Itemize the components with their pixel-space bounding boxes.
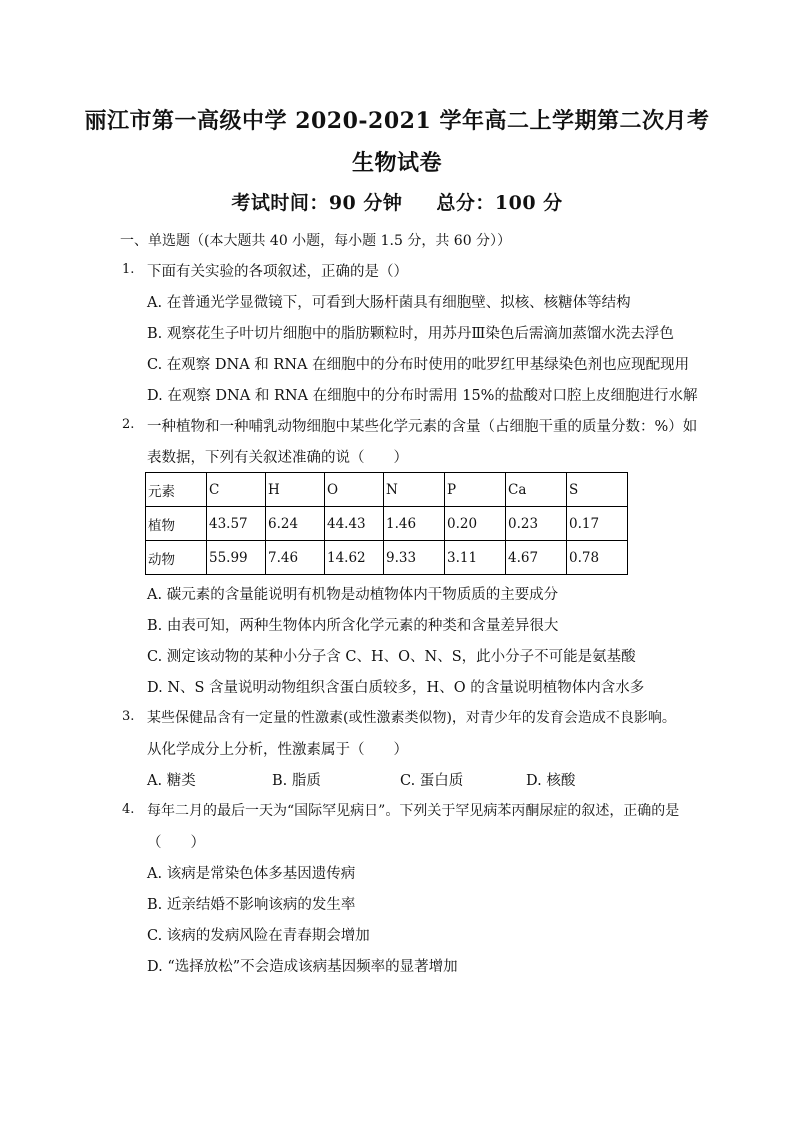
- option-b: B. 脂质: [272, 773, 321, 789]
- table-header-cell: C: [207, 473, 266, 507]
- table-cell: 44.43: [325, 507, 384, 541]
- table-cell: 0.23: [506, 507, 567, 541]
- question-stem: 下面有关实验的各项叙述，正确的是（）: [147, 264, 408, 280]
- option-c: C. 蛋白质: [400, 773, 464, 789]
- table-header-cell: 元素: [146, 473, 207, 507]
- total-score: 总分：100 分: [436, 192, 563, 214]
- table-header-cell: P: [445, 473, 506, 507]
- question-stem-line2: （ ）: [147, 835, 205, 851]
- table-header-cell: Ca: [506, 473, 567, 507]
- option-a: A. 在普通光学显微镜下，可看到大肠杆菌具有细胞壁、拟核、核糖体等结构: [147, 295, 631, 311]
- option-d: D. 在观察 DNA 和 RNA 在细胞中的分布时需用 15%的盐酸对口腔上皮细胞进行水解: [147, 388, 698, 404]
- question-stem-line2: 从化学成分上分析，性激素属于（ ）: [147, 742, 408, 758]
- table-cell: 43.57: [207, 507, 266, 541]
- table-header-cell: O: [325, 473, 384, 507]
- table-header-cell: N: [384, 473, 445, 507]
- table-row: [146, 541, 628, 575]
- option-c: C. 在观察 DNA 和 RNA 在细胞中的分布时使用的吡罗红甲基绿染色剂也应现配现用: [147, 357, 690, 373]
- table-cell: 6.24: [266, 507, 325, 541]
- option-d: D. “选择放松”不会造成该病基因频率的显著增加: [147, 959, 458, 975]
- table-cell: 0.78: [567, 541, 628, 575]
- question-number: 3.: [122, 709, 135, 724]
- exam-title-line2: 生物试卷: [351, 150, 442, 176]
- option-b: B. 近亲结婚不影响该病的发生率: [147, 897, 356, 913]
- table-cell: 55.99: [207, 541, 266, 575]
- option-a: A. 碳元素的含量能说明有机物是动植物体内干物质质的主要成分: [147, 587, 559, 603]
- table-cell: 植物: [146, 507, 207, 541]
- question-stem-line1: 一种植物和一种哺乳动物细胞中某些化学元素的含量（占细胞干重的质量分数：%）如: [147, 419, 698, 435]
- exam-time: 考试时间：90 分钟: [231, 192, 403, 214]
- option-c: C. 测定该动物的某种小分子含 C、H、O、N、S，此小分子不可能是氨基酸: [147, 649, 636, 665]
- option-d: D. N、S 含量说明动物组织含蛋白质较多，H、O 的含量说明植物体内含水多: [147, 680, 645, 696]
- option-c: C. 该病的发病风险在青春期会增加: [147, 928, 370, 944]
- exam-title-line1: 丽江市第一高级中学 2020-2021 学年高二上学期第二次月考: [84, 108, 710, 134]
- table-header-cell: S: [567, 473, 628, 507]
- question-stem-line1: 某些保健品含有一定量的性激素(或性激素类似物)，对青少年的发育会造成不良影响。: [147, 710, 676, 726]
- table-cell: 1.46: [384, 507, 445, 541]
- table-cell: 动物: [146, 541, 207, 575]
- table-cell: 0.20: [445, 507, 506, 541]
- table-cell: 9.33: [384, 541, 445, 575]
- table-cell: 0.17: [567, 507, 628, 541]
- option-a: A. 该病是常染色体多基因遗传病: [147, 866, 356, 882]
- section-heading: 一、单选题（(本大题共 40 小题，每小题 1.5 分，共 60 分））: [120, 233, 512, 249]
- element-content-table: [145, 472, 628, 575]
- question-stem-line1: 每年二月的最后一天为“国际罕见病日”。下列关于罕见病苯丙酮尿症的叙述，正确的是: [147, 803, 680, 819]
- option-b: B. 由表可知，两种生物体内所含化学元素的种类和含量差异很大: [147, 618, 559, 634]
- table-row: [146, 507, 628, 541]
- option-d: D. 核酸: [526, 773, 576, 789]
- question-number: 1.: [122, 262, 135, 277]
- question-number: 4.: [122, 802, 135, 817]
- table-header-cell: H: [266, 473, 325, 507]
- table-cell: 7.46: [266, 541, 325, 575]
- question-stem-line2: 表数据，下列有关叙述准确的说（ ）: [147, 450, 408, 466]
- exam-meta: [0, 188, 794, 215]
- table-cell: 4.67: [506, 541, 567, 575]
- option-b: B. 观察花生子叶切片细胞中的脂肪颗粒时，用苏丹Ⅲ染色后需滴加蒸馏水洗去浮色: [147, 326, 674, 342]
- table-cell: 14.62: [325, 541, 384, 575]
- option-a: A. 糖类: [147, 773, 196, 789]
- question-number: 2.: [122, 417, 135, 432]
- table-cell: 3.11: [445, 541, 506, 575]
- table-header-row: [146, 473, 628, 507]
